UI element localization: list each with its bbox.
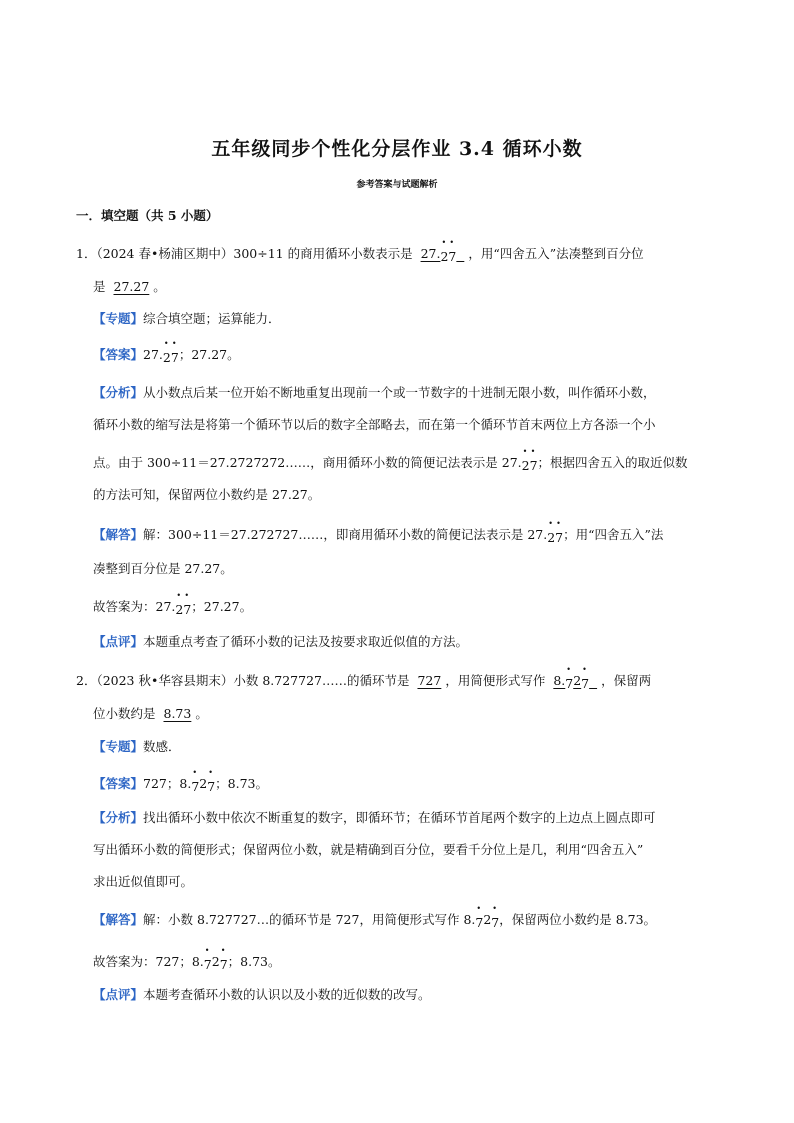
q2-analysis-line3: 求出近似值即可。 <box>93 874 194 889</box>
q1-analysis-line1: 【分析】从小数点后某一位开始不断地重复出现前一个或一节数字的十进制无限小数，叫作循环小数， <box>93 385 656 400</box>
q2-answer: 【答案】727；8.• 72• 7；8.73。 <box>93 776 268 792</box>
page-title: 五年级同步个性化分层作业 3.4 循环小数 <box>211 138 583 160</box>
q2-comment: 【点评】本题考查循环小数的认识以及小数的近似数的改写。 <box>93 987 431 1002</box>
q1-stem-a: 1．（2024 春•杨浦区期中）300÷11 的商用循环小数表示是 <box>76 246 413 261</box>
q1-solution-line1: 【解答】解：300÷11＝27.272727……，即商用循环小数的简便记法表示是 27.• 2• 7；用“四舍五入”法 <box>93 527 663 543</box>
q1-stem-line1 <box>76 246 644 262</box>
q2-stem-line1: 2．（2023 秋•华容县期末）小数 8.727727……的循环节是 727 ，用简便形式写作 8.• 72• 7 ，保留两 <box>76 673 651 689</box>
q1-topic: 【专题】综合填空题；运算能力． <box>93 311 281 326</box>
q1-stem-b: ，用“四舍五入”法凑整到百分位 <box>468 246 644 261</box>
q2-stem-line2: 位小数约是 8.73 。 <box>93 706 208 721</box>
q2-solution: 【解答】解：小数 8.727727…的循环节是 727，用简便形式写作 8.• 72• 7，保留两位小数约是 8.73。 <box>93 912 656 928</box>
q1-analysis-line2: 循环小数的缩写法是将第一个循环节以后的数字全部略去，而在第一个循环节首末两位上方各添一个小 <box>93 417 656 432</box>
page-subtitle: 参考答案与试题解析 <box>356 180 438 190</box>
q2-analysis-line2: 写出循环小数的简便形式；保留两位小数，就是精确到百分位，要看千分位上是几，利用“四舍五入” <box>93 842 644 857</box>
q1-answer: 【答案】27.• 2• 7；27.27。 <box>93 347 240 363</box>
q1-blank2: 27.27 <box>113 279 150 294</box>
q1-analysis-line4: 的方法可知，保留两位小数约是 27.27。 <box>93 487 321 502</box>
q1-final-answer: 故答案为：27.• 2• 7；27.27。 <box>93 599 252 615</box>
q2-final-answer: 故答案为：727；8.• 72• 7；8.73。 <box>93 954 281 970</box>
q2-topic: 【专题】数感． <box>93 739 181 754</box>
q2-blank1: 727 <box>417 673 442 688</box>
section-heading: 一．填空题（共 5 小题） <box>76 208 219 223</box>
q1-solution-line2: 凑整到百分位是 27.27。 <box>93 561 233 576</box>
q1-blank1: 27.• 2• 7 <box>417 246 469 261</box>
q1-analysis-line3: 点。由于 300÷11＝27.2727272……，商用循环小数的简便记法表示是 27.• 2• 7；根据四舍五入的取近似数 <box>93 455 688 471</box>
q1-comment: 【点评】本题重点考查了循环小数的记法及按要求取近似值的方法。 <box>93 634 469 649</box>
q1-stem-line2: 是 27.27 。 <box>93 279 166 294</box>
q2-analysis-line1: 【分析】找出循环小数中依次不断重复的数字，即循环节；在循环节首尾两个数字的上边点上圆点即可 <box>93 810 656 825</box>
q2-blank2: 8.• 72• 7 <box>549 673 601 688</box>
q2-blank3: 8.73 <box>163 706 192 721</box>
